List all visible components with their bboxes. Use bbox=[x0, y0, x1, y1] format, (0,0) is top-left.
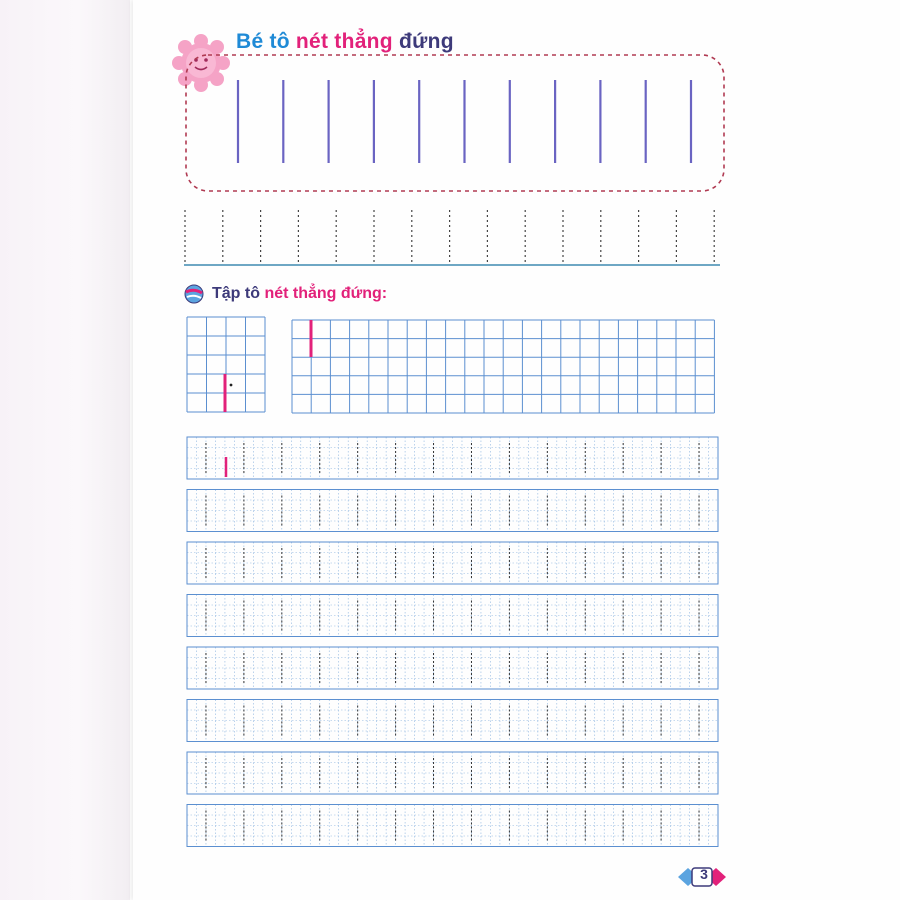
title-word: tô bbox=[269, 30, 290, 53]
instruction-part-2: nét thẳng đứng: bbox=[264, 285, 388, 302]
sample-strokes bbox=[238, 80, 691, 163]
exercise-instruction bbox=[212, 285, 387, 303]
title-word: nét bbox=[295, 30, 329, 53]
page-number: 3 bbox=[700, 866, 708, 882]
start-dot bbox=[230, 384, 233, 387]
title-word: thẳng bbox=[334, 30, 393, 53]
sample-frame bbox=[186, 55, 724, 191]
practice-grid-large bbox=[292, 320, 714, 413]
practice-grid-small bbox=[187, 317, 265, 412]
title-word: đứng bbox=[398, 30, 454, 53]
instruction-part-1: Tập tô bbox=[212, 285, 265, 302]
ball-icon bbox=[184, 284, 204, 304]
dotted-tracing-strokes bbox=[185, 210, 714, 262]
practice-rows bbox=[187, 437, 718, 847]
title-word: Bé bbox=[236, 30, 264, 53]
